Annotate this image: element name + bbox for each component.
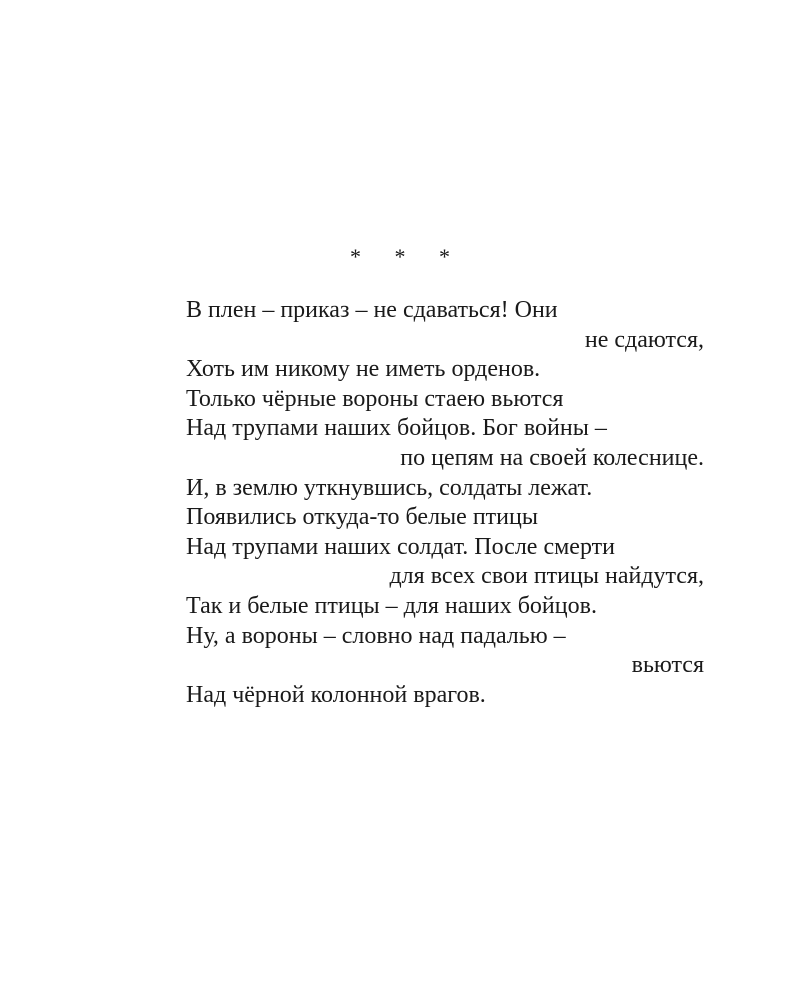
poem-line: Над чёрной колонной врагов.	[186, 681, 486, 708]
poem-line: В плен – приказ – не сдаваться! Они	[186, 297, 558, 323]
poem-line: не сдаются,	[584, 326, 704, 353]
poem-line: Хоть им никому не иметь орденов.	[186, 356, 541, 383]
poem-line: Только чёрные вороны стаею вьются	[186, 385, 564, 412]
section-separator: * * *	[350, 244, 464, 269]
poem-line: Появились откуда-то белые птицы	[186, 504, 538, 531]
poem-line: Над трупами наших солдат. После смерти	[186, 533, 615, 560]
poem-line: для всех свои птицы найдутся,	[389, 563, 704, 590]
poem-line: И, в землю уткнувшись, солдаты лежат.	[186, 474, 593, 501]
poem-line: Так и белые птицы – для наших бойцов.	[186, 592, 597, 619]
poem-line: Над трупами наших бойцов. Бог войны –	[186, 415, 607, 442]
poem-line: по цепям на своей колеснице.	[400, 444, 704, 471]
poem-line: вьются	[631, 652, 704, 679]
poem-line: Ну, а вороны – словно над падалью –	[186, 622, 566, 649]
poem	[186, 296, 704, 710]
